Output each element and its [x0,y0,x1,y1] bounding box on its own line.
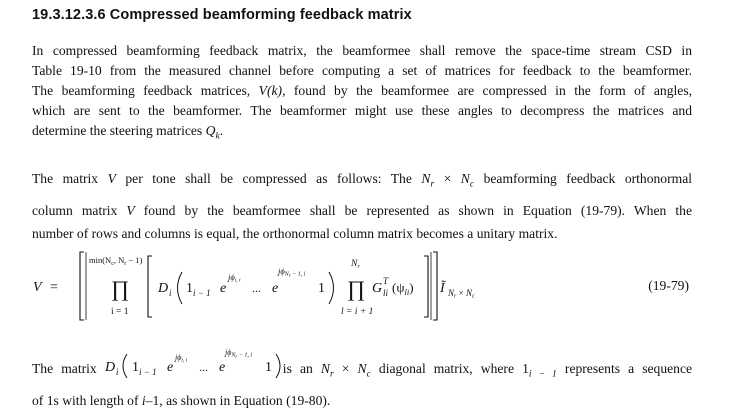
paragraph-diagonal [32,347,693,411]
eq-I-sub-a: N [448,288,455,298]
text-segment: diagonal matrix, where [378,361,514,376]
eq-psi-c: ) [409,280,414,295]
outer-right-bracket [433,252,437,320]
equation-graphic [0,244,731,329]
paragraph-compression-line-2 [32,198,692,224]
prod1-upper-limit [89,255,143,267]
text-segment: of 1s with length of [32,392,139,408]
math-times: × [443,171,452,186]
inline-exp1-b: i, i [181,357,187,364]
math-nc: N [357,361,367,376]
eq-I-sub-c: × [456,288,466,298]
prod2-upper-b: r [357,263,360,270]
inline-paren-close [276,354,280,378]
equation-number: (19-79) [648,278,689,293]
inline-exp2 [224,348,252,360]
eq-lhs: V [33,280,42,295]
inline-e2: e [218,359,226,375]
math-nc-sub: c [366,369,371,380]
eq-e1: e [220,281,227,296]
inner-right-bracket [424,256,428,317]
text-segment: represents a sequence [564,361,693,376]
eq-psi-b: li [404,287,410,297]
math-v-of-k: V(k) [258,83,283,98]
inline-exp2-b: N [231,352,236,359]
eq-psi [392,280,414,297]
math-nr: N [421,171,431,186]
eq-I-sub-d: N [465,288,472,298]
text-segment: is an [282,361,313,376]
paragraph-compression [32,166,692,244]
text-segment: , found by the beamformee are compressed in the form of angles, [282,83,693,98]
inner-left-bracket [148,256,152,317]
text-segment: –1, as shown in Equation (19-80). [145,392,331,408]
math-nr-sub: r [329,369,334,380]
prod2-upper-a: N [351,259,358,269]
prod2-symbol: ∏ [347,276,366,301]
eq-G: G [372,281,383,296]
math-nc-sub: c [469,179,475,190]
eq-ones: 1 [186,281,193,296]
math-nr-sub: r [430,179,435,190]
text-segment: per tone shall be compressed as follows: The [125,171,412,186]
paragraph-intro-line-1: In compressed beamforming feedback matrix, the beamformee shall remove the space-time stream CSD in [32,43,692,58]
eq-I-sub-e: c [471,293,475,300]
eq-I-sub-b: r [454,293,457,300]
eq-exp1-b: i, i [234,277,241,284]
inline-ones-sub: i − 1 [138,366,157,377]
paragraph-intro [32,41,692,147]
paragraph-intro-line-2: Table 19-10 from the measured channel before computing a set of matrices for feedback to the beamformer. [32,63,692,78]
inline-D: D [104,359,115,375]
paragraph-compression-line-1 [32,166,692,198]
text-segment: column matrix [32,202,118,218]
prod2-upper-limit [350,259,360,270]
inline-D-sub: i [115,366,119,377]
inline-exp1-a: jϕ [174,352,182,362]
text-segment: found by the beamformee shall be represented as shown in Equation (19-79). When the [143,202,692,218]
inline-d-expression [104,347,343,380]
prod1-upper-b: c [111,261,114,267]
prod2-lower-limit: l = i + 1 [341,307,374,317]
paragraph-diagonal-line-2 [32,391,692,411]
eq-exp2 [277,266,306,279]
section-heading: 19.3.12.3.6 Compressed beamforming feedback matrix [32,7,412,23]
eq-exp2-c: r [288,274,291,279]
math-times: × [341,361,350,376]
prod1-symbol: ∏ [111,276,130,301]
prod1-upper-e: − 1) [126,255,143,265]
eq-psi-a: (ψ [392,280,405,295]
paragraph-intro-line-5 [32,121,692,147]
inline-exp1 [174,353,188,364]
inline-exp2-a: jϕ [224,347,232,357]
eq-D: D [158,281,169,296]
math-v: V [126,202,135,218]
eq-G-sup: T [383,276,389,286]
eq-exp1 [227,272,241,284]
inline-d-svg [105,348,343,378]
inline-e1: e [166,359,174,375]
eq-paren-open [178,272,183,304]
math-v: V [107,171,116,186]
inline-exp2-d: − 1, i [237,352,252,359]
prod1-upper-c: , N [113,255,125,265]
text-segment: The matrix [32,171,99,186]
math-i: i [141,392,146,408]
eq-G-sub: li [383,288,389,298]
math-nr: N [320,361,330,376]
eq-D-sub: i [169,288,172,298]
paragraph-intro-line-3 [32,81,692,101]
eq-e2: e [272,281,279,296]
eq-dots: ... [252,281,261,295]
math-q: Q [205,123,216,138]
eq-exp1-a: jϕ [228,272,235,282]
text-segment: The matrix [32,361,97,376]
eq-exp2-a: jϕ [278,266,285,276]
inline-one: 1 [264,359,272,375]
math-q-sub: k [215,131,220,142]
prod1-lower-limit: i = 1 [111,307,129,317]
paragraph-intro-line-4: which are sent to the beamformer. The beamformer might use these angles to decompress the matrices and [32,103,692,118]
eq-paren-close [329,272,334,304]
paragraph-diagonal-line-1 [32,347,693,385]
text-segment: . [219,123,224,138]
inline-exp2-c: r [235,354,238,360]
eq-one: 1 [318,281,325,296]
eq-I-sub [447,288,475,300]
inline-ones: 1 [131,359,139,375]
eq-equals: = [50,280,58,295]
eq-I: Ĩ [440,281,445,296]
text-segment: beamforming feedback orthonormal [483,171,693,186]
inline-paren-open [123,354,127,378]
text-segment: determine the steering matrices [32,123,203,138]
prod1-upper-a: min(N [89,255,112,265]
prod1-upper-d: r [124,261,127,267]
equation-19-79 [0,244,731,329]
math-ones-sub: i − 1 [528,369,557,380]
eq-exp2-d: − 1, i [290,271,306,278]
math-nc: N [460,171,470,186]
math-ones: 1 [522,361,529,376]
inline-dots: ... [198,359,208,374]
paragraph-compression-line-3: number of rows and columns is equal, the orthonormal column matrix becomes a unitary matrix. [32,225,558,241]
eq-ones-sub: i − 1 [193,288,211,298]
outer-left-bracket [80,252,84,320]
eq-exp2-b: N [284,271,289,278]
text-segment: The beamforming feedback matrices, [32,83,251,98]
